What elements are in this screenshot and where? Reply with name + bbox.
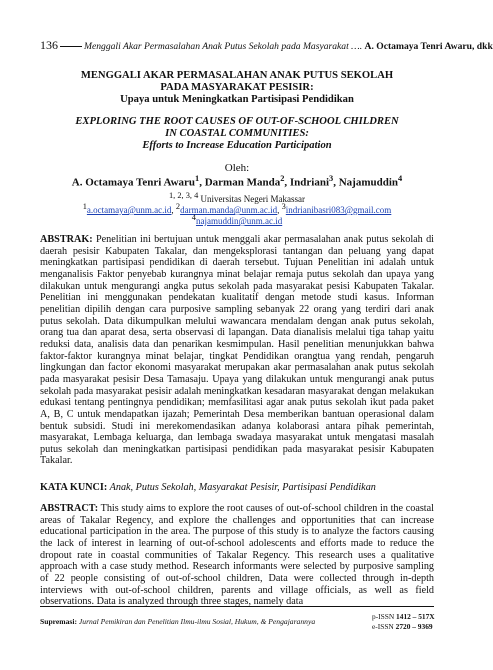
abstrak-paragraph	[40, 234, 434, 467]
paragraph-line: melakukan edukasi tentang pentingnya pendidikan; memfasilitasi agar anak putus	[40, 385, 434, 409]
paragraph-line: uses a qualitative approach with a case study method. Research informants were selected	[40, 549, 434, 573]
paragraph-line: dan factor ekonomi masyarakat merupakan akar permasalahan anak putus sekolah pada	[40, 362, 435, 385]
kata-kunci-text: Anak, Putus Sekolah, Masyarakat Pesisir, Partisipasi Pendidikan	[107, 482, 376, 493]
author-name: Najamuddin	[338, 176, 399, 189]
running-title: Menggali Akar Permasalahan Anak Putus Sekolah pada Masyarakat ….	[84, 41, 363, 52]
paragraph-line: masyarakat pesisir Desa Tamasaju. Upaya yang dilakukan untuk mengurangi anak putus	[62, 373, 435, 385]
paragraph-line: sekolah pada masyarakat pesisir adalah meningkatkan kesadaran masyarakat dengan	[40, 385, 387, 397]
header-rule	[60, 46, 82, 47]
paragraph-line: Penelitian ini bertujuan untuk menggali akar permasalahan anak putus	[95, 234, 389, 245]
paragraph-line: observasi di lapangan. Data dianalisis melalui tiga tahap yaitu reduksi data, analisis data	[40, 327, 434, 350]
byline: Oleh:	[224, 162, 250, 174]
paragraph-line: sekolah di daerah pesisir Kabupaten Takalar, dan mengeksplorasi tantangan dan peluang	[40, 234, 435, 257]
eissn: e-ISSN 2720 – 9369	[372, 622, 433, 631]
paragraph-line: collected through in-depth interviews with out-of-school children, parents and village	[40, 572, 435, 596]
kata-kunci-label: KATA KUNCI:	[40, 482, 108, 493]
author-name: Darman Manda	[204, 176, 281, 189]
title-en-line3: Efforts to Increase Education Participation	[142, 140, 332, 151]
pissn: p-ISSN 1412 – 517X	[372, 612, 435, 621]
footer-journal: Supremasi: Jurnal Pemikiran dan Penelitian Ilmu-ilmu Sosial, Hukum, & Pengajarannya	[40, 617, 316, 626]
paragraph-line: by purposive sampling of 22 people consisting of out-of-school children, Data were	[40, 561, 435, 584]
paragraph-line: made to reduce the dropout rate in coastal communities of Takalar Regency. This research	[40, 537, 435, 561]
paragraph-line: yang dapat meningkatkan partisipasi pendidikan di daerah tersebut. Tujuan Penelitian ini	[40, 245, 434, 269]
author-name: A. Octamaya Tenri Awaru	[71, 176, 196, 189]
email-link[interactable]: indrianibasri083@gmail.com	[285, 205, 392, 215]
paragraph-line: sebanyak 22 orang yang terdiri dari anak putus sekolah. Data dikumpulkan melului	[40, 303, 434, 327]
paragraph-line: This study aims to explore the root causes of out-of-school children in the	[100, 503, 404, 514]
paragraph-line: wawancara mendalam dengan anak putus sekolah, orang tua dan aparat desa, serta	[40, 315, 434, 339]
paragraph-line: increase educational participation in the area. The purpose of this study is to analyze the	[40, 514, 435, 538]
author-list: A. Octamaya Tenri Awaru$^1$, Darman Manda$^2$, Indriani$^3$, Najamuddin$^4$	[71, 174, 403, 189]
paragraph-line: bantuan operasional dalam bentuk subsidi. Studi ini merekomendasikan adanya	[40, 408, 435, 432]
paragraph-line: sekolah dan upaya yang dilakukan untuk mengurangi angka putus sekolah pada	[40, 268, 434, 292]
paragraph-line: masyarakat pesisi Kabupaten Takalar. Penelitian ini menggunakan pendekatan kualitatif	[40, 280, 434, 304]
kata-kunci	[40, 482, 434, 493]
title-id-line3: Upaya untuk Meningkatkan Partisipasi Pendidikan	[120, 94, 354, 105]
paragraph-line: factors causing the lack of interest in learning of out-of-school adolescents and efforts	[40, 526, 435, 549]
email-link[interactable]: darman.manda@unm.ac.id	[180, 205, 278, 215]
paragraph-line: swadaya masyarakat untuk mengatasi masalah putus sekolah dan meningkatkan	[40, 432, 434, 455]
abstrak-label: ABSTRAK:	[40, 234, 93, 245]
paragraph-line: kolaborasi antara pihak pemerintah, masyarakat, Lembaga keluarga, dan lembaga	[40, 420, 435, 444]
page-number: 136	[40, 38, 58, 52]
affiliation: $^{1, 2, 3, 4}$ Universitas Negeri Makassar	[168, 191, 306, 204]
author-name: Indriani	[289, 176, 330, 189]
title-id-line1: MENGGALI AKAR PERMASALAHAN ANAK PUTUS SEKOLAH	[80, 70, 394, 81]
title-en-line1: EXPLORING THE ROOT CAUSES OF OUT-OF-SCHOOL CHILDREN	[75, 116, 399, 127]
email-link[interactable]: najamuddin@unm.ac.id	[195, 216, 283, 226]
paragraph-line: adalah untuk menganalisis Faktor penyebab kurangnya minat belajar remaja putus	[40, 257, 434, 280]
paragraph-line: dengan metode studi kasus. Informan penelitian dipilih dengan cara purposive sampling	[40, 292, 434, 315]
email-link[interactable]: a.octamaya@unm.ac.id	[86, 205, 172, 215]
running-header	[40, 38, 493, 53]
paragraph-line: kurangnya minat belajar, tingkat Pendidikan orangtua yang rendah, pengaruh lingkungan	[40, 350, 435, 374]
abstract-label: ABSTRACT:	[40, 503, 99, 514]
email-line-2: $^4$najamuddin@unm.ac.id	[191, 213, 283, 226]
title-id-line2: PADA MASYARAKAT PESISIR:	[160, 82, 314, 93]
title-en-line2: IN COASTAL COMMUNITIES:	[165, 128, 309, 139]
paragraph-line: coastal areas of Takalar Regency, and explore the challenges and opportunities that can	[40, 503, 434, 526]
paragraph-line: partisipasi pendidikan pada masyarakat pesisir Kabupaten Takalar.	[40, 443, 435, 467]
paragraph-line: sekolah ikut pada paket A, B, C untuk mendapatkan ijazah; Pemerintah Desa memberikan	[40, 397, 434, 420]
footer-rule	[40, 606, 434, 607]
paragraph-line: dan penarikan kesmimpulan. Hasil penelitian menunjukkan bahwa faktor-faktor	[40, 338, 434, 362]
running-authors: A. Octamaya Tenri Awaru, dkk	[364, 41, 493, 52]
paragraph-line: officials, as well as field observations. Data is analyzed through three stages, namely data	[40, 584, 435, 608]
abstract-paragraph	[40, 503, 434, 608]
email-line-1: $^1$a.octamaya@unm.ac.id, $^2$darman.manda@unm.ac.id, $^3$indrianibasri083@gmail.com	[82, 202, 392, 215]
